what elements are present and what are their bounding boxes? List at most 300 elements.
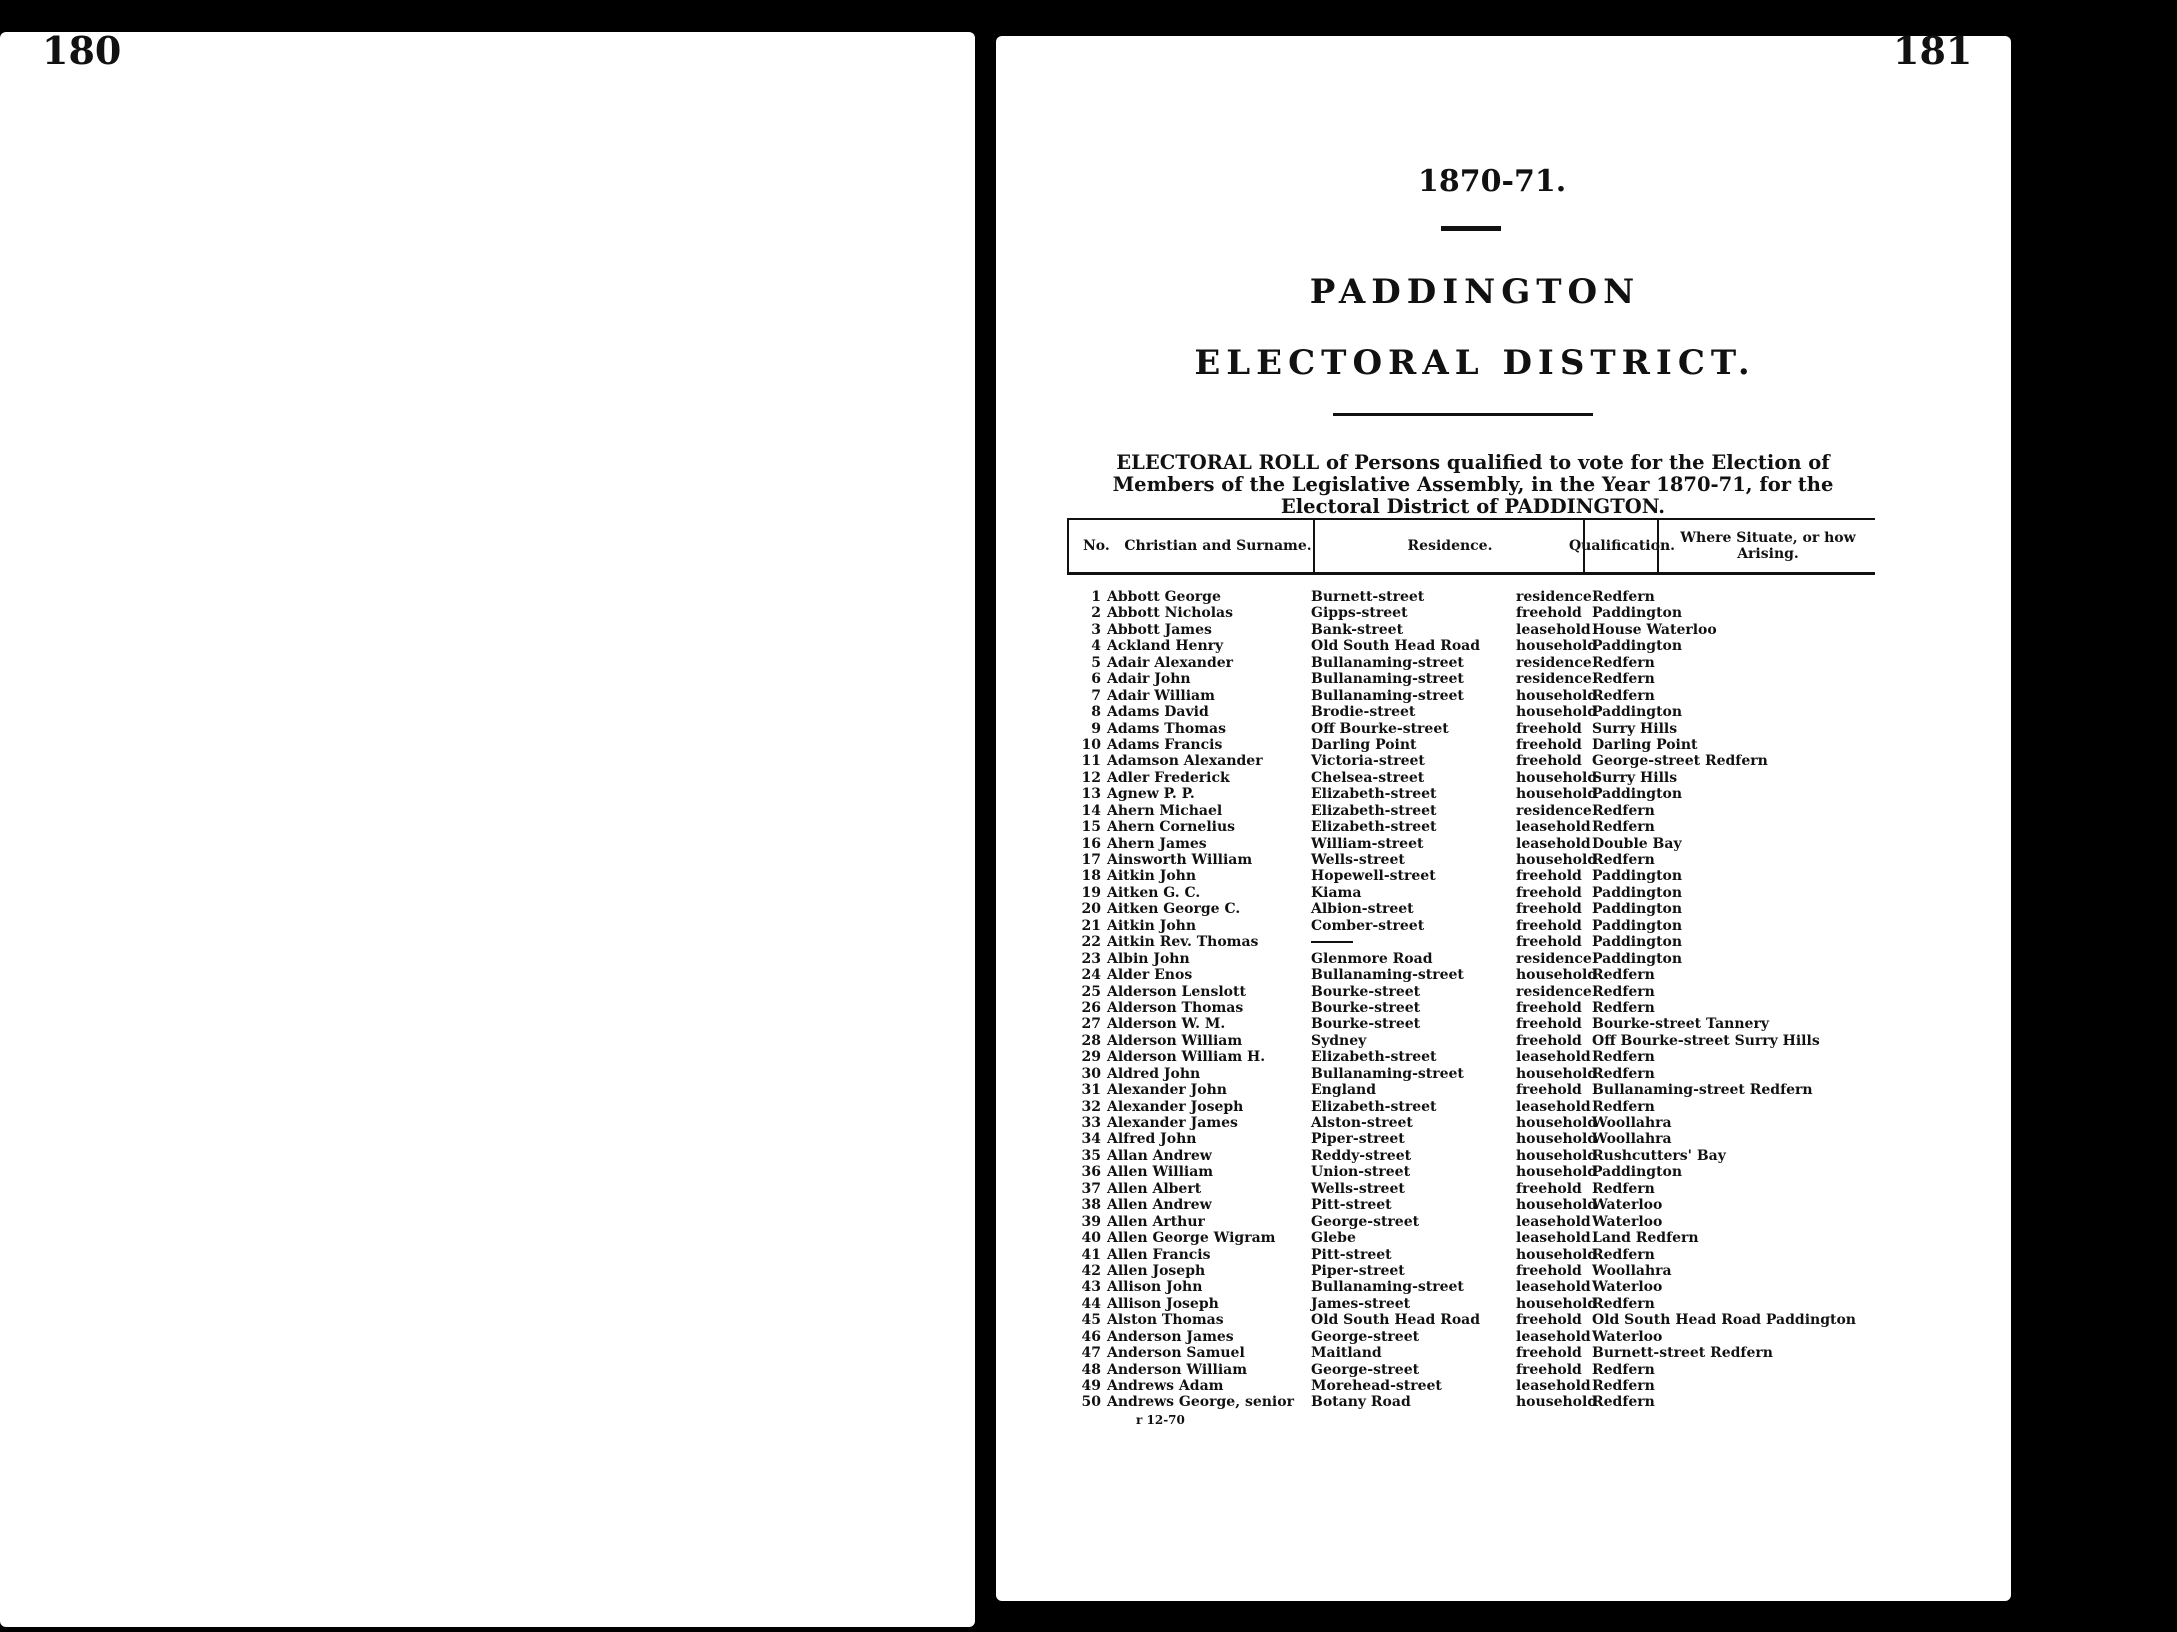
table-row	[1067, 1362, 1887, 1378]
header-qualification: Qualification.	[1583, 520, 1659, 572]
voter-residence: Bullanaming-street	[1311, 967, 1464, 984]
voter-qualification: residence	[1516, 589, 1592, 605]
voter-residence: Old South Head Road	[1311, 1312, 1481, 1329]
voter-name: Adair William	[1107, 687, 1215, 704]
header-residence: Residence.	[1313, 520, 1585, 572]
row-number: 48	[1081, 1361, 1101, 1378]
table-row	[1067, 803, 1887, 819]
voter-residence: Off Bourke-street	[1311, 720, 1449, 737]
header-no-name	[1067, 520, 1313, 572]
voter-qualification: leasehold	[1516, 621, 1591, 638]
voter-name: Alderson Lenslott	[1107, 983, 1246, 1000]
table-row	[1067, 1345, 1887, 1361]
voter-residence: Hopewell-street	[1311, 868, 1436, 885]
voter-name: Aitken G. C.	[1107, 884, 1201, 901]
row-number: 50	[1081, 1394, 1101, 1411]
voter-name: Anderson William	[1107, 1361, 1248, 1378]
row-number: 49	[1081, 1378, 1101, 1394]
voter-residence: Elizabeth-street	[1311, 802, 1437, 819]
voter-qualification: freehold	[1516, 999, 1582, 1016]
voter-name: Adams Thomas	[1107, 720, 1226, 737]
left-page	[0, 32, 975, 1627]
table-row	[1067, 1049, 1887, 1065]
voter-where: Paddington	[1592, 868, 1683, 885]
voter-name: Aldred John	[1107, 1065, 1201, 1082]
voter-name: Abbott Nicholas	[1107, 605, 1234, 622]
voter-where: Double Bay	[1592, 835, 1682, 852]
voter-where: Woollahra	[1592, 1115, 1672, 1131]
voter-where: Paddington	[1592, 786, 1683, 803]
voter-where: Redfern	[1592, 819, 1655, 836]
voter-name: Adams Francis	[1107, 736, 1223, 753]
voter-name: Adams David	[1107, 704, 1209, 721]
voter-residence	[1311, 934, 1353, 950]
voter-residence: Bullanaming-street	[1311, 1065, 1464, 1082]
voter-qualification: freehold	[1516, 1016, 1582, 1033]
voter-name: Alexander James	[1107, 1115, 1238, 1131]
voter-residence: Bullanaming-street	[1311, 687, 1464, 704]
right-page-number: 181	[1893, 28, 1973, 73]
table-row	[1067, 786, 1887, 802]
district-title: PADDINGTON	[1309, 272, 1641, 312]
voter-qualification: freehold	[1516, 720, 1582, 737]
voter-name: Alexander John	[1107, 1082, 1227, 1099]
voter-residence: Wells-street	[1311, 852, 1405, 868]
voter-where: Land Redfern	[1592, 1230, 1699, 1247]
voter-where: Waterloo	[1592, 1197, 1663, 1214]
table-row	[1067, 770, 1887, 786]
voter-where: Paddington	[1592, 950, 1683, 967]
voter-residence: Glebe	[1311, 1230, 1356, 1247]
voter-name: Adair John	[1107, 671, 1191, 688]
voter-where: Redfern	[1592, 1394, 1655, 1411]
voter-where: Redfern	[1592, 967, 1655, 984]
roll-intro: ELECTORAL ROLL of Persons qualified to vote for the Election of Members of the Legislative Assembly, in the Year 1870-71, for the Electoral District of PADDINGTON.	[1112, 451, 1834, 518]
voter-where: Redfern	[1592, 654, 1655, 671]
row-number: 29	[1081, 1049, 1101, 1066]
voter-name: Adair Alexander	[1107, 654, 1234, 671]
table-row	[1067, 1230, 1887, 1246]
table-row	[1067, 1263, 1887, 1279]
voter-qualification: household	[1516, 769, 1598, 786]
voter-qualification: leasehold	[1516, 1328, 1591, 1345]
table-row	[1067, 1131, 1887, 1147]
voter-name: Ahern James	[1107, 835, 1207, 852]
voter-qualification: household	[1516, 1197, 1598, 1214]
voter-where: Waterloo	[1592, 1279, 1663, 1296]
voter-residence: Kiama	[1311, 884, 1362, 901]
voter-where: Bullanaming-street Redfern	[1592, 1082, 1813, 1099]
voter-residence: Victoria-street	[1311, 753, 1425, 770]
divider-short	[1441, 226, 1501, 231]
voter-qualification: freehold	[1516, 868, 1582, 885]
row-number: 23	[1081, 950, 1101, 967]
voter-qualification: household	[1516, 1295, 1598, 1312]
voter-where: Paddington	[1592, 884, 1683, 901]
table-row	[1067, 1164, 1887, 1180]
row-number: 1	[1091, 589, 1101, 605]
voter-name: Adler Frederick	[1107, 769, 1230, 786]
voter-residence: Elizabeth-street	[1311, 819, 1437, 836]
table-row	[1067, 671, 1887, 687]
voter-residence: Pitt-street	[1311, 1197, 1392, 1214]
table-row	[1067, 1378, 1887, 1394]
voter-where: Redfern	[1592, 1180, 1655, 1197]
voter-qualification: leasehold	[1516, 1230, 1591, 1247]
table-row	[1067, 984, 1887, 1000]
table-row	[1067, 1247, 1887, 1263]
row-number: 7	[1091, 687, 1101, 704]
table-row	[1067, 1000, 1887, 1016]
voter-where: Redfern	[1592, 983, 1655, 1000]
table-row	[1067, 1066, 1887, 1082]
voter-qualification: freehold	[1516, 1082, 1582, 1099]
voter-name: Allen Albert	[1107, 1180, 1202, 1197]
voter-name: Aitkin John	[1107, 868, 1197, 885]
voter-qualification: freehold	[1516, 1180, 1582, 1197]
voter-name: Alderson William H.	[1107, 1049, 1266, 1066]
voter-residence: Bullanaming-street	[1311, 1279, 1464, 1296]
table-row	[1067, 721, 1887, 737]
row-number: 17	[1081, 852, 1101, 868]
voter-list	[1067, 589, 1887, 1411]
voter-where: Old South Head Road Paddington	[1592, 1312, 1856, 1329]
voter-qualification: freehold	[1516, 884, 1582, 901]
row-number: 42	[1081, 1262, 1101, 1279]
voter-residence: Elizabeth-street	[1311, 1098, 1437, 1115]
table-row	[1067, 737, 1887, 753]
voter-qualification: freehold	[1516, 1345, 1582, 1362]
table-row	[1067, 918, 1887, 934]
table-row	[1067, 901, 1887, 917]
voter-qualification: freehold	[1516, 901, 1582, 918]
table-row	[1067, 1312, 1887, 1328]
voter-name: Alderson W. M.	[1107, 1016, 1226, 1033]
table-row	[1067, 1296, 1887, 1312]
voter-residence: Morehead-street	[1311, 1378, 1442, 1394]
voter-residence: Bullanaming-street	[1311, 671, 1464, 688]
voter-name: Allen Joseph	[1107, 1262, 1206, 1279]
row-number: 41	[1081, 1246, 1101, 1263]
row-number: 34	[1081, 1131, 1101, 1148]
voter-where: Rushcutters' Bay	[1592, 1147, 1726, 1164]
row-number: 15	[1081, 819, 1101, 836]
voter-qualification: freehold	[1516, 1312, 1582, 1329]
table-row	[1067, 655, 1887, 671]
table-row	[1067, 1082, 1887, 1098]
voter-qualification: household	[1516, 704, 1598, 721]
voter-residence: Bullanaming-street	[1311, 654, 1464, 671]
voter-where: Waterloo	[1592, 1328, 1663, 1345]
voter-residence: Elizabeth-street	[1311, 1049, 1437, 1066]
voter-residence: Bourke-street	[1311, 999, 1421, 1016]
voter-where: George-street Redfern	[1592, 753, 1768, 770]
voter-name: Allen Andrew	[1107, 1197, 1212, 1214]
row-number: 38	[1081, 1197, 1101, 1214]
district-subtitle: ELECTORAL DISTRICT.	[1194, 343, 1756, 383]
voter-where: Redfern	[1592, 589, 1655, 605]
voter-residence: Botany Road	[1311, 1394, 1411, 1411]
voter-qualification: leasehold	[1516, 1098, 1591, 1115]
voter-qualification: household	[1516, 786, 1598, 803]
row-number: 25	[1081, 983, 1101, 1000]
voter-residence: Brodie-street	[1311, 704, 1416, 721]
voter-where: Redfern	[1592, 1361, 1655, 1378]
row-number: 18	[1081, 868, 1101, 885]
voter-where: House Waterloo	[1592, 621, 1717, 638]
row-number: 2	[1091, 605, 1101, 622]
voter-residence: Elizabeth-street	[1311, 786, 1437, 803]
voter-qualification: freehold	[1516, 1361, 1582, 1378]
row-number: 4	[1091, 638, 1101, 655]
table-row	[1067, 1197, 1887, 1213]
voter-qualification: household	[1516, 1394, 1598, 1411]
voter-residence: George-street	[1311, 1328, 1420, 1345]
row-number: 27	[1081, 1016, 1101, 1033]
row-number: 32	[1081, 1098, 1101, 1115]
voter-name: Aitkin Rev. Thomas	[1107, 934, 1259, 951]
table-row	[1067, 638, 1887, 654]
table-row	[1067, 1099, 1887, 1115]
voter-residence: Wells-street	[1311, 1180, 1405, 1197]
voter-where: Redfern	[1592, 852, 1655, 868]
voter-where: Paddington	[1592, 934, 1683, 951]
voter-residence: Alston-street	[1311, 1115, 1413, 1131]
voter-where: Woollahra	[1592, 1262, 1672, 1279]
table-row	[1067, 1148, 1887, 1164]
voter-qualification: residence	[1516, 802, 1592, 819]
table-header	[1067, 518, 1875, 575]
row-number: 24	[1081, 967, 1101, 984]
voter-qualification: household	[1516, 1115, 1598, 1131]
voter-name: Aitken George C.	[1107, 901, 1241, 918]
row-number: 22	[1081, 934, 1101, 951]
row-number: 40	[1081, 1230, 1101, 1247]
voter-where: Redfern	[1592, 1295, 1655, 1312]
table-row	[1067, 934, 1887, 950]
voter-qualification: residence	[1516, 671, 1592, 688]
row-number: 47	[1081, 1345, 1101, 1362]
table-row	[1067, 852, 1887, 868]
row-number: 33	[1081, 1115, 1101, 1131]
voter-qualification: household	[1516, 1147, 1598, 1164]
voter-name: Ahern Cornelius	[1107, 819, 1236, 836]
voter-qualification: household	[1516, 638, 1598, 655]
table-row	[1067, 868, 1887, 884]
table-row	[1067, 704, 1887, 720]
voter-name: Ackland Henry	[1107, 638, 1224, 655]
table-row	[1067, 1329, 1887, 1345]
row-number: 36	[1081, 1164, 1101, 1181]
roll-year: 1870-71.	[1418, 164, 1567, 199]
row-number: 31	[1081, 1082, 1101, 1099]
voter-residence: George-street	[1311, 1361, 1420, 1378]
voter-residence: Pitt-street	[1311, 1246, 1392, 1263]
table-row	[1067, 688, 1887, 704]
table-row	[1067, 1214, 1887, 1230]
voter-qualification: residence	[1516, 950, 1592, 967]
voter-where: Woollahra	[1592, 1131, 1672, 1148]
voter-qualification: freehold	[1516, 753, 1582, 770]
voter-residence: William-street	[1311, 835, 1424, 852]
voter-qualification: residence	[1516, 983, 1592, 1000]
table-row	[1067, 1394, 1887, 1410]
voter-name: Abbott James	[1107, 621, 1212, 638]
voter-name: Alfred John	[1107, 1131, 1197, 1148]
voter-where: Redfern	[1592, 1049, 1655, 1066]
voter-name: Albin John	[1107, 950, 1190, 967]
printer-note: r 12-70	[1136, 1413, 1185, 1427]
table-row	[1067, 1115, 1887, 1131]
left-page-number: 180	[42, 28, 122, 73]
voter-where: Redfern	[1592, 802, 1655, 819]
voter-qualification: leasehold	[1516, 1213, 1591, 1230]
row-number: 26	[1081, 999, 1101, 1016]
voter-residence: Albion-street	[1311, 901, 1414, 918]
table-row	[1067, 605, 1887, 621]
voter-residence: Bourke-street	[1311, 983, 1421, 1000]
voter-name: Alexander Joseph	[1107, 1098, 1244, 1115]
voter-where: Redfern	[1592, 1246, 1655, 1263]
voter-name: Andrews Adam	[1107, 1378, 1224, 1394]
voter-qualification: household	[1516, 1131, 1598, 1148]
voter-qualification: freehold	[1516, 736, 1582, 753]
voter-qualification: freehold	[1516, 917, 1582, 934]
voter-name: Allison John	[1107, 1279, 1203, 1296]
voter-name: Alderson William	[1107, 1032, 1243, 1049]
voter-where: Paddington	[1592, 917, 1683, 934]
voter-residence: Glenmore Road	[1311, 950, 1433, 967]
voter-residence: Gipps-street	[1311, 605, 1408, 622]
voter-name: Aitkin John	[1107, 917, 1197, 934]
voter-where: Paddington	[1592, 638, 1683, 655]
row-number: 14	[1081, 802, 1101, 819]
table-row	[1067, 951, 1887, 967]
voter-residence: Bourke-street	[1311, 1016, 1421, 1033]
voter-name: Ainsworth William	[1107, 852, 1253, 868]
voter-qualification: household	[1516, 967, 1598, 984]
voter-residence: Sydney	[1311, 1032, 1367, 1049]
table-row	[1067, 589, 1887, 605]
voter-qualification: freehold	[1516, 1032, 1582, 1049]
row-number: 19	[1081, 884, 1101, 901]
row-number: 20	[1081, 901, 1101, 918]
voter-residence: Piper-street	[1311, 1131, 1405, 1148]
voter-qualification: freehold	[1516, 1262, 1582, 1279]
divider-long	[1333, 413, 1593, 416]
voter-where: Paddington	[1592, 605, 1683, 622]
voter-qualification: leasehold	[1516, 835, 1591, 852]
voter-where: Burnett-street Redfern	[1592, 1345, 1773, 1362]
voter-residence: Chelsea-street	[1311, 769, 1425, 786]
voter-name: Allan Andrew	[1107, 1147, 1212, 1164]
voter-residence: Maitland	[1311, 1345, 1382, 1362]
voter-name: Alston Thomas	[1107, 1312, 1224, 1329]
voter-name: Alder Enos	[1107, 967, 1193, 984]
voter-name: Adamson Alexander	[1107, 753, 1263, 770]
row-number: 46	[1081, 1328, 1101, 1345]
voter-qualification: household	[1516, 1065, 1598, 1082]
row-number: 35	[1081, 1147, 1101, 1164]
table-row	[1067, 885, 1887, 901]
voter-qualification: leasehold	[1516, 1049, 1591, 1066]
voter-residence: Reddy-street	[1311, 1147, 1412, 1164]
voter-name: Abbott George	[1107, 589, 1221, 605]
voter-qualification: household	[1516, 852, 1598, 868]
voter-where: Redfern	[1592, 1098, 1655, 1115]
voter-residence: Comber-street	[1311, 917, 1425, 934]
voter-where: Off Bourke-street Surry Hills	[1592, 1032, 1820, 1049]
voter-name: Andrews George, senior	[1107, 1394, 1294, 1411]
voter-qualification: freehold	[1516, 605, 1582, 622]
voter-where: Redfern	[1592, 671, 1655, 688]
header-where: Where Situate, or how Arising.	[1657, 520, 1877, 572]
table-row	[1067, 753, 1887, 769]
row-number: 9	[1091, 720, 1101, 737]
row-number: 8	[1091, 704, 1101, 721]
voter-where: Surry Hills	[1592, 769, 1678, 786]
voter-where: Surry Hills	[1592, 720, 1678, 737]
row-number: 30	[1081, 1065, 1101, 1082]
voter-qualification: leasehold	[1516, 1378, 1591, 1394]
table-row	[1067, 819, 1887, 835]
row-number: 16	[1081, 835, 1101, 852]
voter-where: Waterloo	[1592, 1213, 1663, 1230]
voter-name: Allen George Wigram	[1107, 1230, 1276, 1247]
voter-residence: England	[1311, 1082, 1376, 1099]
voter-name: Anderson James	[1107, 1328, 1234, 1345]
table-row	[1067, 1181, 1887, 1197]
voter-residence: James-street	[1311, 1295, 1411, 1312]
voter-name: Allen Francis	[1107, 1246, 1211, 1263]
voter-qualification: leasehold	[1516, 1279, 1591, 1296]
row-number: 10	[1081, 736, 1101, 753]
header-no: No.	[1083, 538, 1110, 554]
table-row	[1067, 622, 1887, 638]
row-number: 44	[1081, 1295, 1101, 1312]
row-number: 39	[1081, 1213, 1101, 1230]
voter-name: Allen William	[1107, 1164, 1214, 1181]
voter-qualification: residence	[1516, 654, 1592, 671]
voter-residence: Bank-street	[1311, 621, 1404, 638]
voter-where: Paddington	[1592, 1164, 1683, 1181]
voter-where: Redfern	[1592, 687, 1655, 704]
voter-residence: Darling Point	[1311, 736, 1417, 753]
voter-qualification: freehold	[1516, 934, 1582, 951]
voter-name: Agnew P. P.	[1107, 786, 1195, 803]
voter-qualification: household	[1516, 687, 1598, 704]
row-number: 43	[1081, 1279, 1101, 1296]
voter-residence: Old South Head Road	[1311, 638, 1481, 655]
voter-where: Paddington	[1592, 901, 1683, 918]
voter-name: Alderson Thomas	[1107, 999, 1244, 1016]
voter-residence: Piper-street	[1311, 1262, 1405, 1279]
table-row	[1067, 967, 1887, 983]
voter-residence: George-street	[1311, 1213, 1420, 1230]
voter-residence: Union-street	[1311, 1164, 1411, 1181]
voter-where: Redfern	[1592, 1065, 1655, 1082]
voter-name: Anderson Samuel	[1107, 1345, 1245, 1362]
voter-where: Redfern	[1592, 999, 1655, 1016]
ditto-dash	[1311, 941, 1353, 943]
voter-qualification: household	[1516, 1164, 1598, 1181]
voter-qualification: household	[1516, 1246, 1598, 1263]
row-number: 3	[1091, 621, 1101, 638]
voter-where: Redfern	[1592, 1378, 1655, 1394]
row-number: 45	[1081, 1312, 1101, 1329]
table-row	[1067, 1016, 1887, 1032]
row-number: 6	[1091, 671, 1101, 688]
